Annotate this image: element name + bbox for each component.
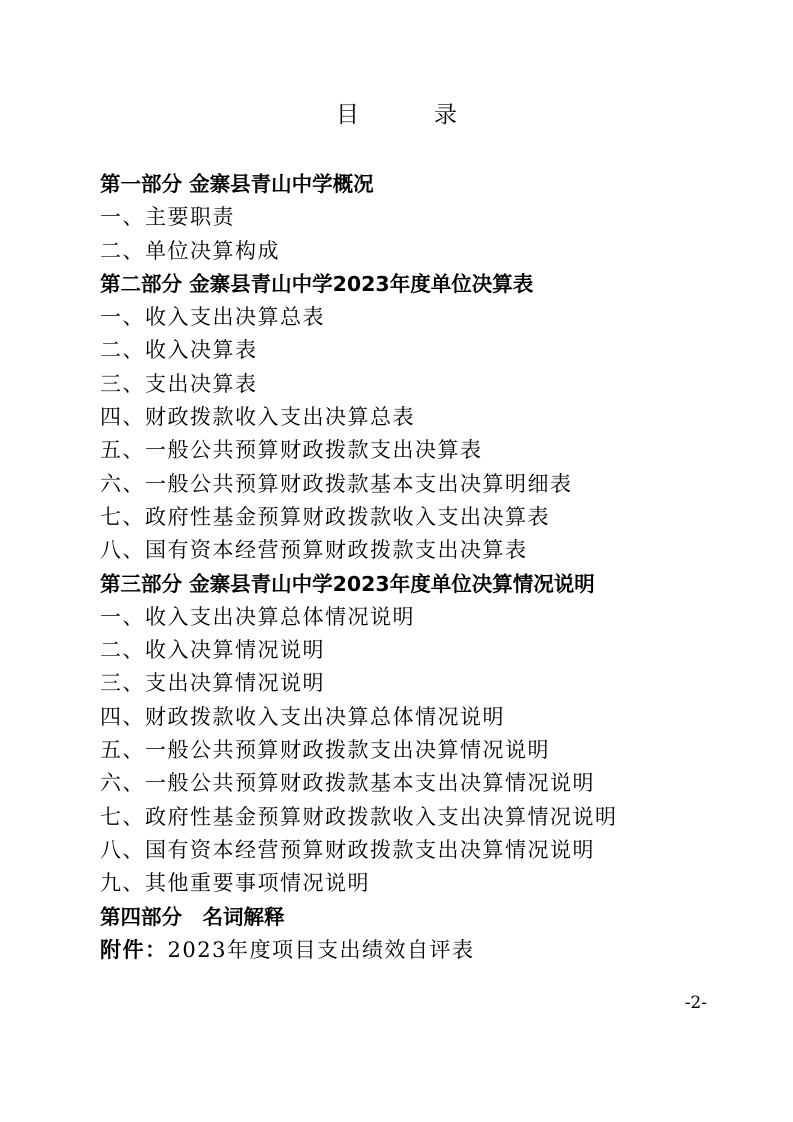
toc-item[interactable]: 一、收入支出决算总体情况说明 bbox=[100, 604, 415, 629]
toc-item[interactable]: 七、政府性基金预算财政拨款收入支出决算情况说明 bbox=[100, 804, 618, 829]
toc-part-2[interactable]: 第二部分 金寨县青山中学2023年度单位决算表 bbox=[100, 271, 534, 296]
attachment-text: 2023年度项目支出绩效自评表 bbox=[167, 937, 475, 962]
toc-item[interactable]: 三、支出决算表 bbox=[100, 371, 258, 396]
toc-item[interactable]: 八、国有资本经营预算财政拨款支出决算表 bbox=[100, 538, 528, 563]
toc-item[interactable]: 二、单位决算构成 bbox=[100, 238, 280, 263]
toc-part-4[interactable]: 第四部分 名词解释 bbox=[100, 904, 285, 929]
toc-part-1[interactable]: 第一部分 金寨县青山中学概况 bbox=[100, 172, 374, 196]
toc-item[interactable]: 二、收入决算表 bbox=[100, 338, 258, 363]
toc-item[interactable]: 九、其他重要事项情况说明 bbox=[100, 871, 370, 896]
page-number: -2- bbox=[684, 993, 707, 1013]
toc-item[interactable]: 六、一般公共预算财政拨款基本支出决算情况说明 bbox=[100, 771, 595, 796]
toc-attachment[interactable] bbox=[100, 934, 750, 967]
toc-item[interactable]: 五、一般公共预算财政拨款支出决算情况说明 bbox=[100, 738, 550, 763]
toc-item[interactable]: 一、主要职责 bbox=[100, 205, 235, 230]
toc-item[interactable]: 六、一般公共预算财政拨款基本支出决算明细表 bbox=[100, 471, 573, 496]
table-of-contents bbox=[100, 168, 750, 967]
toc-item[interactable]: 一、收入支出决算总表 bbox=[100, 305, 325, 330]
toc-item[interactable]: 四、财政拨款收入支出决算总表 bbox=[100, 405, 415, 430]
toc-item[interactable]: 八、国有资本经营预算财政拨款支出决算情况说明 bbox=[100, 837, 595, 862]
toc-item[interactable]: 五、一般公共预算财政拨款支出决算表 bbox=[100, 438, 483, 463]
attachment-label: 附件： bbox=[100, 937, 168, 962]
toc-part-3[interactable]: 第三部分 金寨县青山中学2023年度单位决算情况说明 bbox=[100, 571, 595, 596]
toc-item[interactable]: 四、财政拨款收入支出决算总体情况说明 bbox=[100, 704, 505, 729]
toc-item[interactable]: 三、支出决算情况说明 bbox=[100, 671, 325, 696]
page-title: 目 录 bbox=[336, 102, 483, 128]
toc-item[interactable]: 二、收入决算情况说明 bbox=[100, 638, 325, 663]
toc-item[interactable]: 七、政府性基金预算财政拨款收入支出决算表 bbox=[100, 504, 550, 529]
